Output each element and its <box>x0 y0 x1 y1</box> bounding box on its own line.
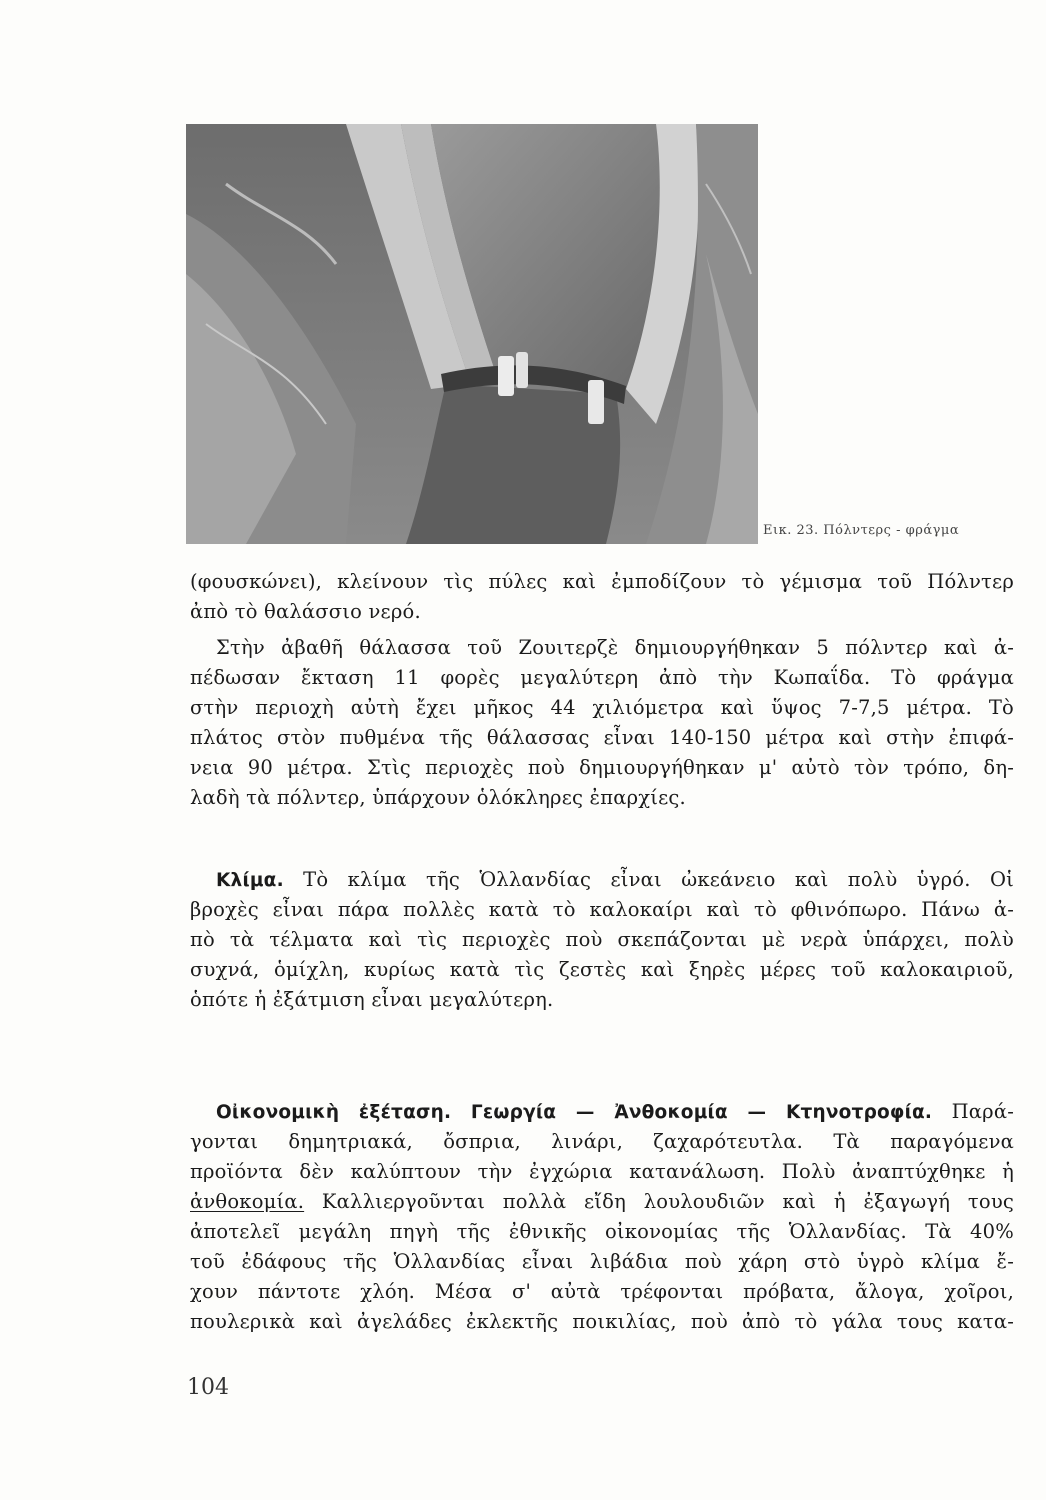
text-line: συχνά, ὁμίχλη, κυρίως κατὰ τὶς ζεστὲς καὶ ξηρὲς μέρες τοῦ καλοκαιριοῦ, <box>190 958 1014 981</box>
section-heading-economy: Οἰκονομικὴ ἐξέταση. Γεωργία — Ἀνθοκομία — Κτηνοτροφία. <box>216 1102 933 1123</box>
polder-dam-photo <box>186 124 758 544</box>
text-line: χουν πάντοτε χλόη. Μέσα σ' αὐτὰ τρέφονται πρόβατα, ἄλογα, χοῖροι, <box>190 1280 1014 1303</box>
text-run: Παρά- <box>932 1100 1014 1123</box>
text-line: βροχὲς εἶναι πάρα πολλὲς κατὰ τὸ καλοκαίρι καὶ τὸ φθινόπωρο. Πάνω ἀ- <box>190 898 1014 921</box>
underlined-term: ἀνθοκομία. <box>190 1190 305 1213</box>
text-line: νεια 90 μέτρα. Στὶς περιοχὲς ποὺ δημιουργήθηκαν μ' αὐτὸ τὸν τρόπο, δη- <box>190 756 1014 779</box>
text-line: πὸ τὰ τέλματα καὶ τὶς περιοχὲς ποὺ σκεπάζονται μὲ νερὰ ὑπάρχει, πολὺ <box>190 928 1014 951</box>
text-run: Τὸ κλίμα τῆς Ὁλλανδίας εἶναι ὠκεάνειο καὶ πολὺ ὑγρό. Οἱ <box>283 868 1014 891</box>
text-line: λαδὴ τὰ πόλντερ, ὑπάρχουν ὁλόκληρες ἐπαρχίες. <box>190 786 686 809</box>
text-line: (φουσκώνει), κλείνουν τὶς πύλες καὶ ἐμποδίζουν τὸ γέμισμα τοῦ Πόλντερ <box>190 570 1014 593</box>
section-heading-climate: Κλίμα. <box>216 870 284 891</box>
text-line: πέδωσαν ἔκταση 11 φορὲς μεγαλύτερη ἀπὸ τὴν Κωπαΐδα. Τὸ φράγμα <box>190 666 1014 689</box>
figure-caption: Εικ. 23. Πόλντερς - φράγμα <box>763 523 960 538</box>
text-line: ἀποτελεῖ μεγάλη πηγὴ τῆς ἐθνικῆς οἰκονομίας τῆς Ὁλλανδίας. Τὰ 40% <box>190 1220 1014 1243</box>
text-line <box>190 1187 1014 1217</box>
paragraph-continuation <box>190 567 1014 627</box>
text-line: γονται δημητριακά, ὄσπρια, λινάρι, ζαχαρότευτλα. Τὰ παραγόμενα <box>190 1130 1014 1153</box>
text-line <box>190 1097 1014 1127</box>
paragraph-zuiderzee <box>190 633 1014 813</box>
paragraph-economy <box>190 1097 1014 1337</box>
text-line: πλάτος στὸν πυθμένα τῆς θάλασσας εἶναι 140-150 μέτρα καὶ στὴν ἐπιφά- <box>190 726 1014 749</box>
text-line: τοῦ ἐδάφους τῆς Ὁλλανδίας εἶναι λιβάδια ποὺ χάρη στὸ ὑγρὸ κλίμα ἔ- <box>190 1250 1014 1273</box>
text-line: πουλερικὰ καὶ ἀγελάδες ἐκλεκτῆς ποικιλίας, ποὺ ἀπὸ τὸ γάλα τους κατα- <box>190 1310 1014 1333</box>
page-number: 104 <box>187 1375 229 1400</box>
text-run: Καλλιεργοῦνται πολλὰ εἴδη λουλουδιῶν καὶ ἡ ἐξαγωγή τους <box>304 1190 1014 1213</box>
text-line: στὴν περιοχὴ αὐτὴ ἔχει μῆκος 44 χιλιόμετρα καὶ ὕψος 7-7,5 μέτρα. Τὸ <box>190 696 1014 719</box>
text-line: προϊόντα δὲν καλύπτουν τὴν ἐγχώρια κατανάλωση. Πολὺ ἀναπτύχθηκε ἡ <box>190 1160 1014 1183</box>
text-line: Στὴν ἀβαθῆ θάλασσα τοῦ Ζουιτερζὲ δημιουργήθηκαν 5 πόλντερ καὶ ἀ- <box>216 636 1014 659</box>
text-line: ὁπότε ἡ ἐξάτμιση εἶναι μεγαλύτερη. <box>190 988 554 1011</box>
paragraph-climate <box>190 865 1014 1015</box>
text-line: ἀπὸ τὸ θαλάσσιο νερό. <box>190 600 421 623</box>
text-line <box>190 865 1014 895</box>
